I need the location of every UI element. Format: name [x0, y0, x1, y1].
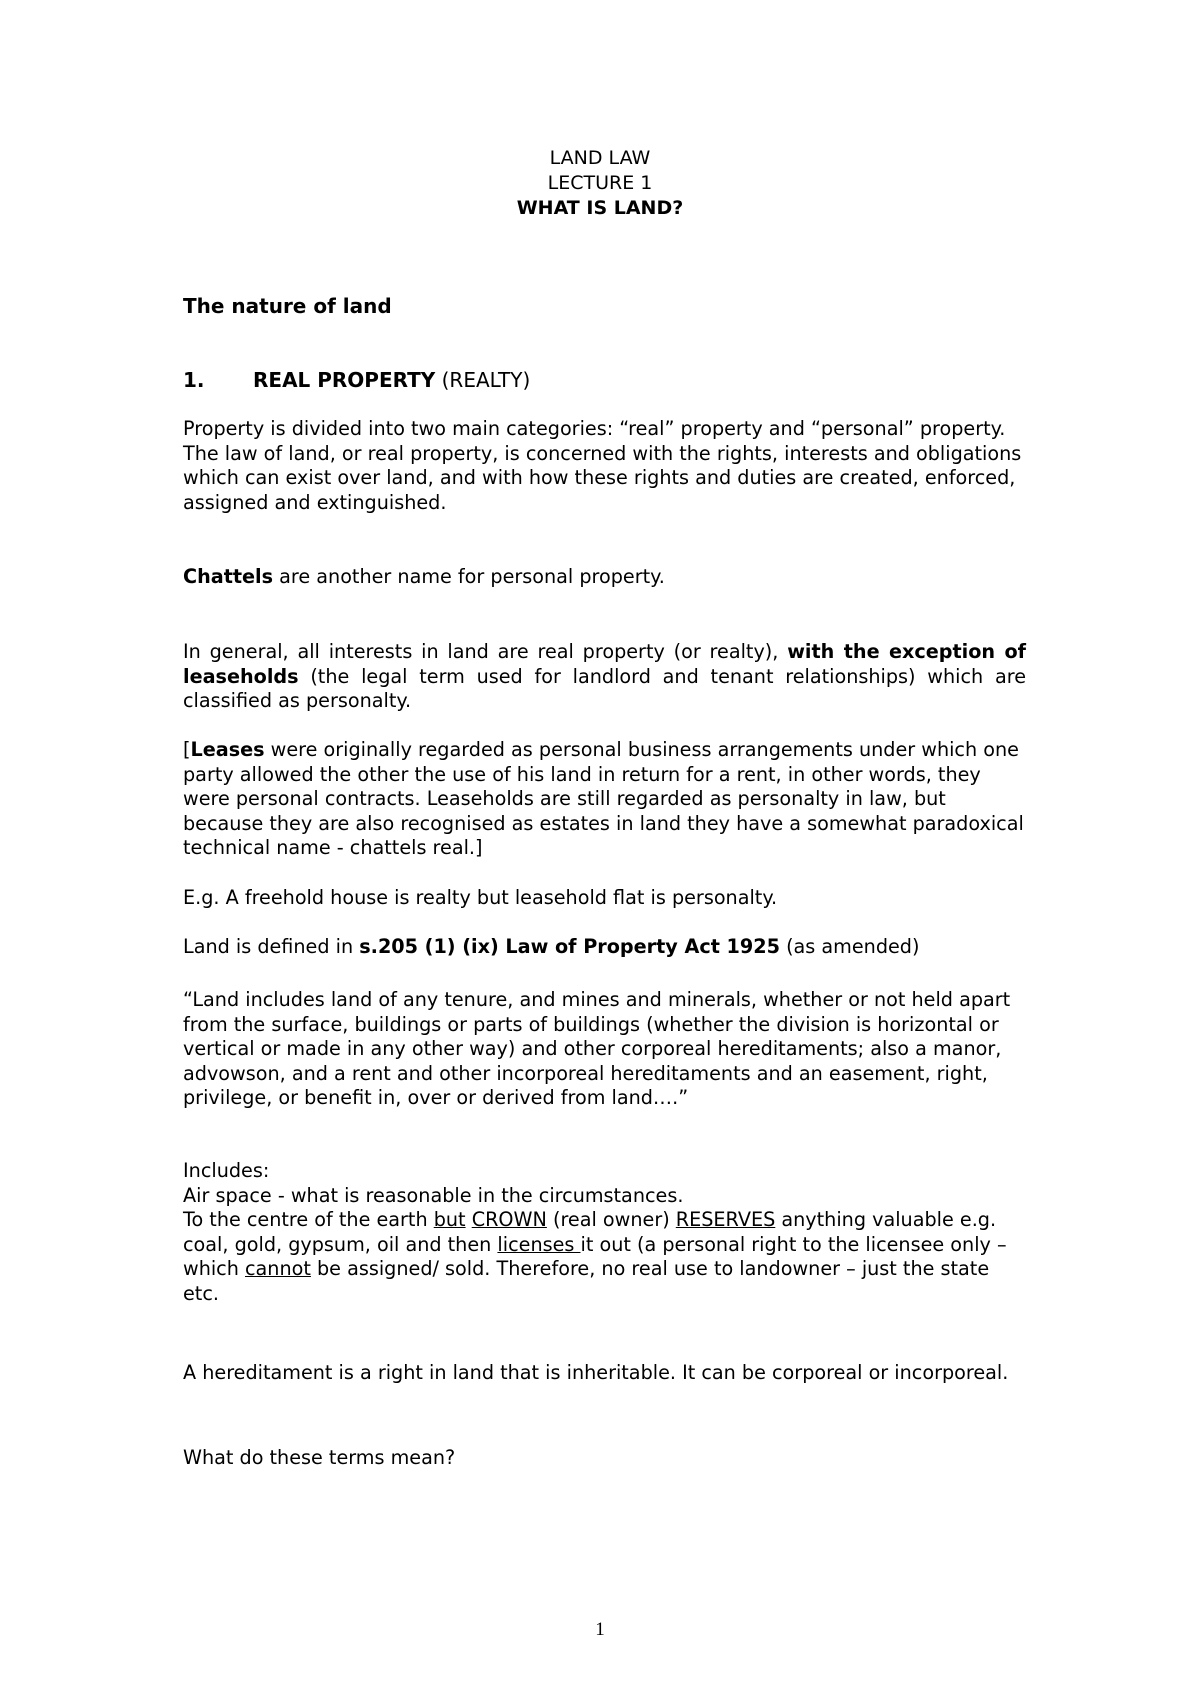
term-crown: CROWN — [471, 1208, 547, 1231]
paragraph-chattels — [183, 565, 1026, 590]
bracket-open: [ — [183, 738, 191, 761]
page-number: 1 — [595, 1619, 605, 1640]
paragraph-leases-text: were originally regarded as personal business arrangements under which one party allowed the other the use of his land in return for a rent, in other words, they were personal contracts. Leaseholds are still regarded as personalty in law, but because they are also recognised as estates in land they have a somewhat paradoxical technical name - chattels real.] — [183, 738, 1024, 859]
paragraph-property-categories — [183, 417, 1026, 515]
paragraph-includes — [183, 1159, 1026, 1306]
paragraph-hereditament: A hereditament is a right in land that is inheritable. It can be corporeal or incorporeal. — [183, 1361, 1009, 1384]
term-reserves: RESERVES — [675, 1208, 776, 1231]
paragraph-general-interests — [183, 640, 1026, 714]
term-cannot: cannot — [245, 1257, 311, 1280]
paragraph-general-start: In general, all interests in land are real property (or realty), — [183, 640, 788, 663]
term-chattels: Chattels — [183, 565, 274, 588]
includes-text-d: it out (a personal right to the licensee only – which — [183, 1232, 1007, 1280]
includes-label: Includes: — [183, 1159, 270, 1182]
paragraph-leases — [183, 738, 1026, 861]
paragraph-statute-definition — [183, 935, 1026, 960]
paragraph-line-law-of-land: The law of land, or real property, is concerned with the rights, interests and obligations which can exist over land, and with how these rights and duties are created, enforced, assigned and extinguished. — [183, 441, 1022, 514]
title-line-what-is-land: WHAT IS LAND? — [516, 197, 684, 219]
includes-text-a: To the centre of the earth — [183, 1208, 434, 1231]
section-number: 1. — [183, 368, 205, 392]
paragraph-general-end: (the legal term used for landlord and tenant relationships) which are classified as personalty. — [183, 664, 1026, 712]
paragraph-question: What do these terms mean? — [183, 1446, 456, 1469]
paragraph-line-categories: Property is divided into two main categories: “real” property and “personal” property. — [183, 417, 1006, 440]
title-line-land-law: LAND LAW — [549, 147, 651, 169]
title-line-lecture: LECTURE 1 — [547, 172, 653, 194]
includes-text-c: anything valuable e.g. coal, gold, gypsum, oil and then — [183, 1208, 997, 1256]
includes-text-b: (real owner) — [546, 1208, 676, 1231]
includes-centre-of-earth — [183, 1208, 1026, 1306]
term-licenses: licenses — [497, 1232, 581, 1256]
document-title — [0, 146, 1200, 221]
term-leases: Leases — [190, 738, 265, 761]
paragraph-example: E.g. A freehold house is realty but leasehold flat is personalty. — [183, 886, 778, 909]
includes-text-e: be assigned/ sold. Therefore, no real use to landowner – just the state etc. — [183, 1257, 990, 1305]
section-title: REAL PROPERTY — [253, 368, 436, 392]
section-heading-real-property — [183, 368, 1026, 393]
paragraph-chattels-text: are another name for personal property. — [273, 565, 665, 588]
term-but: but — [433, 1208, 466, 1231]
paragraph-defined-start: Land is defined in — [183, 935, 360, 958]
paragraph-defined-end: (as amended) — [779, 935, 920, 958]
includes-air-space: Air space - what is reasonable in the circumstances. — [183, 1183, 684, 1207]
statute-quote: “Land includes land of any tenure, and mines and minerals, whether or not held apart from the surface, buildings or parts of buildings (whether the division is horizontal or vertical or made in any other way) and other corporeal hereditaments; also a manor, advowson, and a rent and other incorporeal hereditaments and an easement, right, privilege, or benefit in, over or derived from land….” — [183, 988, 1011, 1109]
term-exception-leaseholds: with the exception of leaseholds — [183, 640, 1026, 688]
statute-reference: s.205 (1) (ix) Law of Property Act 1925 — [359, 935, 780, 958]
heading-nature-of-land: The nature of land — [183, 294, 392, 318]
section-title-suffix: (REALTY) — [435, 368, 531, 392]
